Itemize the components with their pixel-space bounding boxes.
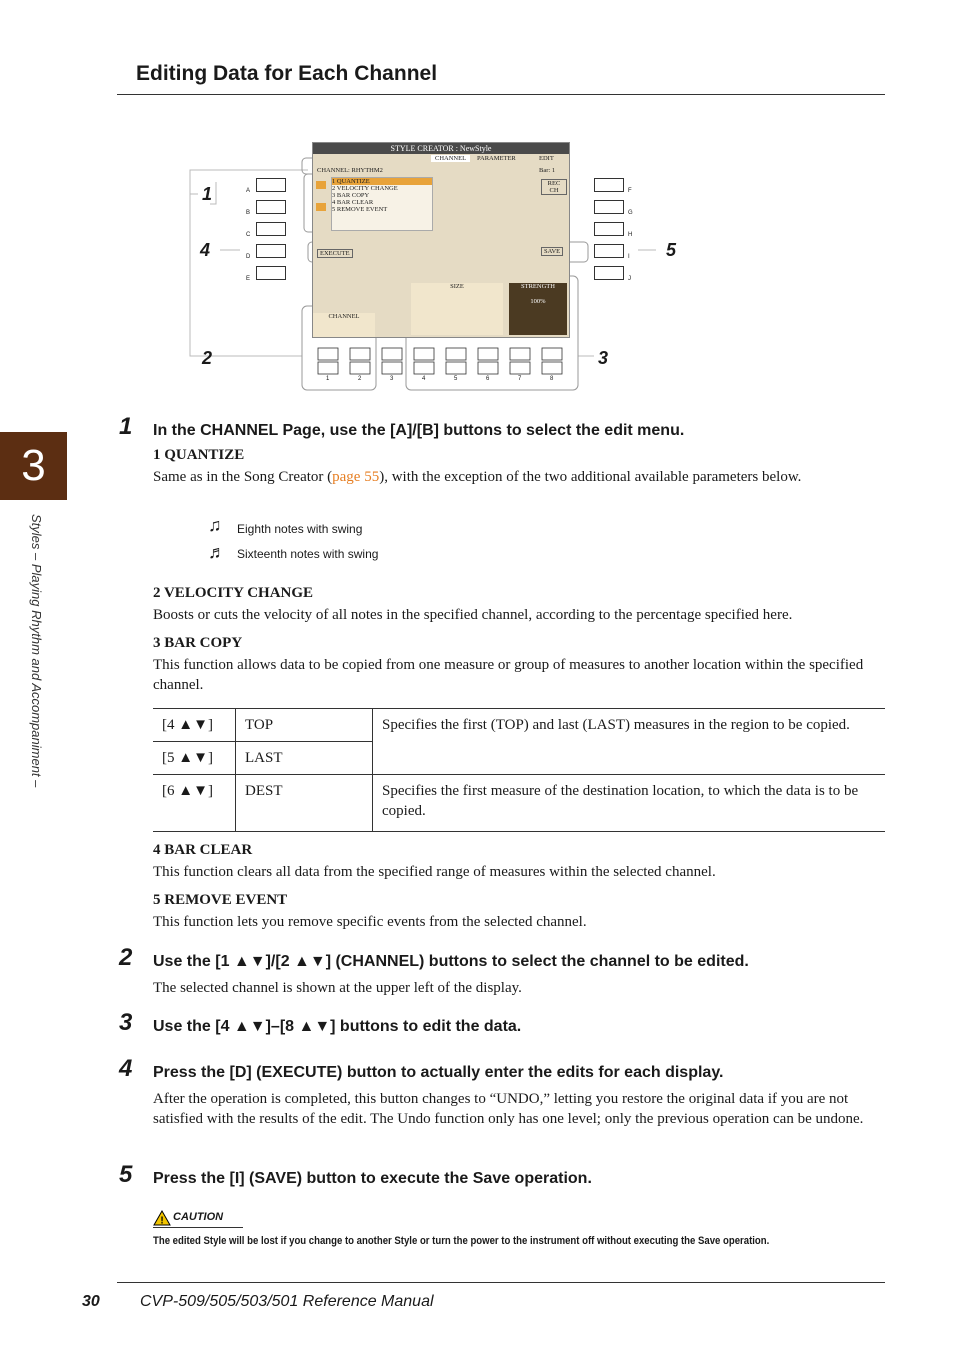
eighth-swing-icon: ♫ [208,515,222,535]
callout-3: 3 [598,348,609,368]
step-text: Use the [1 ▲▼]/[2 ▲▼] (CHANNEL) buttons to select the channel to be edited. [153,953,749,970]
menu-item[interactable]: 2 VELOCITY CHANGE [332,185,398,192]
callout-1: 1 [202,184,213,204]
step-number: 3 [119,1009,133,1036]
tab-edit[interactable]: EDIT [539,155,554,162]
button-i[interactable] [594,244,624,258]
step-number: 1 [119,413,133,440]
caution-label: ! CAUTION [153,1209,243,1228]
step-number: 5 [119,1161,133,1188]
sixteenth-swing-icon: ♬ [208,542,226,562]
note-label: Sixteenth notes with swing [237,547,379,561]
table-row [153,775,885,832]
chapter-tab: 3 [0,432,67,500]
subsection-title: 3 BAR COPY [153,635,243,651]
subsection-title: 2 VELOCITY CHANGE [153,585,314,601]
bar-copy-table [153,708,885,832]
tab-parameter[interactable]: PARAMETER [477,155,516,162]
chapter-side-text: Styles – Playing Rhythm and Accompaniment – [29,514,44,788]
up-arrow-icon [316,181,326,189]
button-d[interactable] [256,244,286,258]
right-letters: F G H I J [628,188,633,282]
edit-menu [331,177,433,231]
remove-text: This function lets you remove specific events from the selected channel. [153,914,587,930]
subsection-title: 4 BAR CLEAR [153,842,253,858]
bottom-buttons [316,346,572,386]
step-text: In the CHANNEL Page, use the [A]/[B] buttons to select the edit menu. [153,422,685,439]
lcd-screen [312,142,570,338]
table-cell: LAST [236,742,373,775]
step-number: 4 [119,1055,133,1082]
lcd-title: STYLE CREATOR : NewStyle [313,143,569,154]
button-j[interactable] [594,266,624,280]
warning-icon [153,1210,171,1226]
table-cell: [5 ▲▼] [153,742,236,775]
callout-5: 5 [666,240,677,260]
rec-ch-button[interactable]: REC CH [541,179,567,195]
table-cell: TOP [236,709,373,742]
table-row [153,709,885,742]
save-button[interactable]: SAVE [541,247,563,256]
quantize-text: Same as in the Song Creator (page 55), with the exception of the two additional available parameters below. [153,469,802,485]
strength-panel: STRENGTH 100% [509,283,567,335]
down-arrow-icon [316,203,326,211]
button-f[interactable] [594,178,624,192]
button-g[interactable] [594,200,624,214]
menu-item[interactable]: 1 QUANTIZE [332,178,432,185]
channel-panel: CHANNEL [313,313,375,337]
manual-title: CVP-509/505/503/501 Reference Manual [140,1293,434,1310]
menu-item[interactable]: 4 BAR CLEAR [332,199,374,206]
barclear-text: This function clears all data from the specified range of measures within the selected channel. [153,864,716,880]
caution-text: The edited Style will be lost if you change to another Style or turn the power to the instrument off without executing the Save operation. [153,1235,770,1247]
footer-rule [117,1282,885,1283]
button-h[interactable] [594,222,624,236]
button-e[interactable] [256,266,286,280]
note-label: Eighth notes with swing [237,522,363,536]
menu-item[interactable]: 5 REMOVE EVENT [332,206,388,213]
step-sub-text: After the operation is completed, this button changes to “UNDO,” letting you restore the original data if you are not satisfied with the results of the edit. The Undo function only has one level; only the previous operation can be undone. [153,1091,864,1127]
menu-item[interactable]: 3 BAR COPY [332,192,370,199]
table-cell: Specifies the first (TOP) and last (LAST) measures in the region to be copied. [373,709,886,775]
panel-figure: A B C D E F G H I J 1 4 2 5 3 1 2 3 4 5 6 7 8 [180,138,700,398]
step-text: Press the [I] (SAVE) button to execute the Save operation. [153,1170,592,1187]
bar-label: Bar: 1 [539,167,556,174]
page-number: 30 [82,1293,100,1310]
step-number: 2 [119,944,133,971]
table-cell: DEST [236,775,373,832]
barcopy-text: This function allows data to be copied from one measure or group of measures to another location within the specified channel. [153,657,864,693]
svg-text:!: ! [160,1215,164,1226]
step-text: Press the [D] (EXECUTE) button to actually enter the edits for each display. [153,1064,724,1081]
button-b[interactable] [256,200,286,214]
step-text: Use the [4 ▲▼]–[8 ▲▼] buttons to edit the data. [153,1018,522,1035]
table-cell: Specifies the first measure of the destination location, to which the data is to be copied. [373,775,886,832]
step-sub-text: The selected channel is shown at the upper left of the display. [153,980,522,996]
section-title: Editing Data for Each Channel [136,62,438,85]
callout-2: 2 [202,348,213,368]
table-cell: [4 ▲▼] [153,709,236,742]
size-panel: SIZE [411,283,503,335]
callout-4: 4 [200,240,211,260]
button-c[interactable] [256,222,286,236]
page-link[interactable]: page 55 [332,469,380,485]
execute-button[interactable]: EXECUTE [317,249,353,258]
channel-label: CHANNEL: RHYTHM2 [317,167,383,174]
header-rule [117,94,885,95]
table-cell: [6 ▲▼] [153,775,236,832]
subsection-title: 1 QUANTIZE [153,447,245,463]
velocity-text: Boosts or cuts the velocity of all notes in the specified channel, according to the percentage specified here. [153,607,793,623]
tab-channel[interactable]: CHANNEL [431,155,470,162]
button-a[interactable] [256,178,286,192]
left-letters: A B C D E [246,188,251,282]
subsection-title: 5 REMOVE EVENT [153,892,288,908]
